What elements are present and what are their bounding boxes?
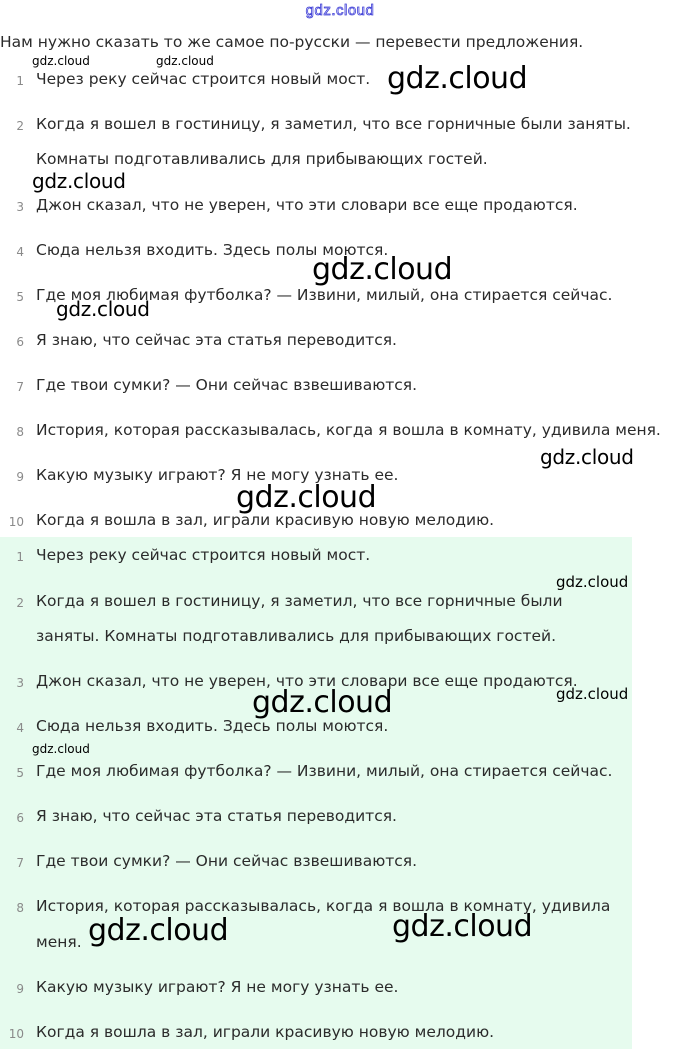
- answer-line: [0, 1021, 680, 1045]
- line-text: Через реку сейчас строится новый мост.: [36, 70, 371, 88]
- line-number: 7: [16, 380, 24, 394]
- line-number: 9: [16, 470, 24, 484]
- watermark: gdz.cloud: [540, 445, 634, 469]
- line-text: Я знаю, что сейчас эта статья переводится.: [36, 331, 397, 349]
- line-text: Сюда нельзя входить. Здесь полы моются.: [36, 717, 389, 735]
- answer-line: [0, 590, 680, 614]
- watermark: gdz.cloud: [392, 909, 533, 944]
- answer-line: [0, 760, 680, 784]
- exercise-line: [0, 113, 680, 137]
- line-text: Какую музыку играют? Я не могу узнать ее.: [36, 978, 399, 996]
- watermark: gdz.cloud: [156, 54, 214, 68]
- exercise-line: [0, 68, 680, 92]
- watermark: gdz.cloud: [236, 480, 377, 515]
- line-text: Я знаю, что сейчас эта статья переводится.: [36, 807, 397, 825]
- line-number: 2: [16, 119, 24, 133]
- answer-line: [0, 544, 680, 568]
- line-text: Сюда нельзя входить. Здесь полы моются.: [36, 241, 389, 259]
- site-title[interactable]: gdz.cloud: [305, 2, 375, 19]
- line-text: Где моя любимая футболка? — Извини, милый, она стирается сейчас.: [36, 762, 613, 780]
- watermark: gdz.cloud: [32, 742, 90, 756]
- exercise-line: [0, 419, 680, 443]
- line-text: Где моя любимая футболка? — Извини, милый, она стирается сейчас.: [36, 286, 613, 304]
- exercise-line: [0, 329, 680, 353]
- watermark: gdz.cloud: [312, 252, 453, 287]
- line-text: Какую музыку играют? Я не могу узнать ее.: [36, 466, 399, 484]
- line-number: 10: [8, 1027, 24, 1041]
- line-text: Джон сказал, что не уверен, что эти словари все еще продаются.: [36, 196, 578, 214]
- line-text: Где твои сумки? — Они сейчас взвешиваются.: [36, 376, 418, 394]
- line-text: Когда я вошел в гостиницу, я заметил, что все горничные были: [36, 592, 563, 610]
- line-number: 6: [16, 811, 24, 825]
- line-text: Когда я вошел в гостиницу, я заметил, что все горничные были заняты.: [36, 115, 631, 133]
- line-text: История, которая рассказывалась, когда я вошла в комнату, удивила меня.: [36, 421, 661, 439]
- line-number: 1: [16, 550, 24, 564]
- exercise-line: [0, 374, 680, 398]
- line-number: 7: [16, 856, 24, 870]
- line-text: Где твои сумки? — Они сейчас взвешиваются.: [36, 852, 418, 870]
- answer-line: [0, 805, 680, 829]
- watermark: gdz.cloud: [56, 297, 150, 321]
- line-text: меня.: [36, 933, 82, 951]
- watermark: gdz.cloud: [32, 54, 90, 68]
- line-number: 4: [16, 245, 24, 259]
- line-text: Джон сказал, что не уверен, что эти словари все еще продаются.: [36, 672, 578, 690]
- line-text: Комнаты подготавливались для прибывающих гостей.: [36, 150, 488, 168]
- line-number: 8: [16, 901, 24, 915]
- watermark: gdz.cloud: [88, 913, 229, 948]
- line-number: 1: [16, 74, 24, 88]
- watermark: gdz.cloud: [252, 685, 393, 720]
- line-text: Через реку сейчас строится новый мост.: [36, 546, 371, 564]
- watermark: gdz.cloud: [32, 169, 126, 193]
- line-number: 3: [16, 676, 24, 690]
- task-instruction: Нам нужно сказать то же самое по-русски — перевести предложения.: [0, 33, 584, 51]
- line-text: Когда я вошла в зал, играли красивую новую мелодию.: [36, 1023, 495, 1041]
- line-text: История, которая рассказывалась, когда я вошла в комнату, удивила: [36, 897, 611, 915]
- line-number: 3: [16, 200, 24, 214]
- watermark: gdz.cloud: [556, 685, 629, 703]
- watermark: gdz.cloud: [556, 573, 629, 591]
- answer-line: [0, 850, 680, 874]
- line-number: 8: [16, 425, 24, 439]
- line-text: Когда я вошла в зал, играли красивую новую мелодию.: [36, 511, 495, 529]
- line-text: заняты. Комнаты подготавливались для прибывающих гостей.: [36, 627, 557, 645]
- line-number: 9: [16, 982, 24, 996]
- line-number: 5: [16, 766, 24, 780]
- watermark: gdz.cloud: [387, 61, 528, 96]
- answer-line: [0, 625, 680, 649]
- line-number: 4: [16, 721, 24, 735]
- answer-line: [0, 976, 680, 1000]
- line-number: 2: [16, 596, 24, 610]
- exercise-line: [0, 194, 680, 218]
- line-number: 5: [16, 290, 24, 304]
- line-number: 10: [8, 515, 24, 529]
- line-number: 6: [16, 335, 24, 349]
